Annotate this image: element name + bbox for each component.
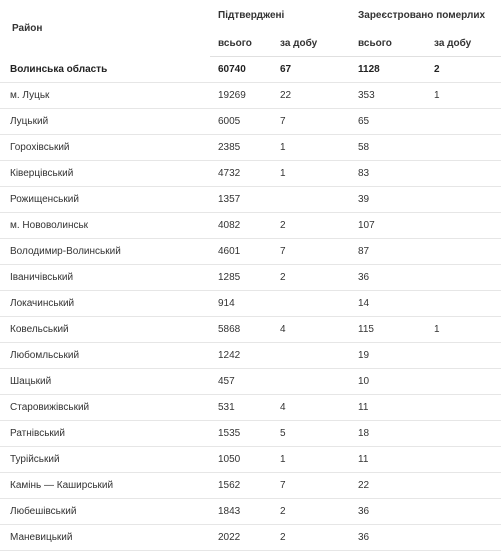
confirmed-total-cell: 6005 — [210, 109, 272, 135]
confirmed-day-header: за добу — [272, 30, 350, 57]
confirmed-day-cell — [272, 343, 350, 369]
deaths-total-cell: 36 — [350, 499, 426, 525]
district-name-cell: Горохівський — [0, 135, 210, 161]
confirmed-day-cell: 1 — [272, 135, 350, 161]
district-name-cell: Любешівський — [0, 499, 210, 525]
deaths-day-cell — [426, 343, 501, 369]
table-row-region-total — [0, 57, 501, 83]
table-header — [0, 0, 501, 57]
deaths-total-cell: 115 — [350, 317, 426, 343]
confirmed-day-cell: 5 — [272, 421, 350, 447]
district-name-cell: Ковельський — [0, 317, 210, 343]
table-row — [0, 239, 501, 265]
deaths-day-cell — [426, 499, 501, 525]
confirmed-total-cell: 4082 — [210, 213, 272, 239]
deaths-total-cell: 36 — [350, 525, 426, 551]
deaths-day-cell — [426, 265, 501, 291]
deaths-day-cell — [426, 135, 501, 161]
deaths-day-cell — [426, 239, 501, 265]
district-name-cell: Волинська область — [0, 57, 210, 83]
table-row — [0, 161, 501, 187]
deaths-day-cell — [426, 161, 501, 187]
district-name-cell: Локачинський — [0, 291, 210, 317]
table-row — [0, 83, 501, 109]
table-row — [0, 343, 501, 369]
table-row — [0, 291, 501, 317]
confirmed-total-cell: 1562 — [210, 473, 272, 499]
confirmed-day-cell: 4 — [272, 395, 350, 421]
table-row — [0, 213, 501, 239]
table-row — [0, 473, 501, 499]
district-name-cell: Турійський — [0, 447, 210, 473]
confirmed-day-cell — [272, 187, 350, 213]
district-name-cell: Ківерцівський — [0, 161, 210, 187]
confirmed-total-cell: 914 — [210, 291, 272, 317]
confirmed-total-cell: 4601 — [210, 239, 272, 265]
confirmed-total-cell: 19269 — [210, 83, 272, 109]
deaths-day-cell — [426, 447, 501, 473]
district-name-cell: Луцький — [0, 109, 210, 135]
deaths-total-cell: 65 — [350, 109, 426, 135]
deaths-total-cell: 1128 — [350, 57, 426, 83]
table-row — [0, 187, 501, 213]
deaths-total-cell: 58 — [350, 135, 426, 161]
confirmed-day-cell: 1 — [272, 161, 350, 187]
confirmed-day-cell: 7 — [272, 473, 350, 499]
header-row-groups — [0, 0, 501, 30]
confirmed-total-cell: 4732 — [210, 161, 272, 187]
deaths-total-cell: 19 — [350, 343, 426, 369]
deaths-day-cell: 1 — [426, 317, 501, 343]
deaths-day-cell — [426, 187, 501, 213]
deaths-day-cell — [426, 395, 501, 421]
district-name-cell: Шацький — [0, 369, 210, 395]
deaths-total-cell: 22 — [350, 473, 426, 499]
deaths-total-cell: 10 — [350, 369, 426, 395]
district-name-cell: Рожищенський — [0, 187, 210, 213]
deaths-total-cell: 39 — [350, 187, 426, 213]
confirmed-total-cell: 1285 — [210, 265, 272, 291]
confirmed-day-cell: 2 — [272, 265, 350, 291]
deaths-day-cell — [426, 213, 501, 239]
district-column-header: Район — [12, 22, 43, 34]
table-row — [0, 135, 501, 161]
confirmed-total-cell: 2385 — [210, 135, 272, 161]
confirmed-total-cell: 5868 — [210, 317, 272, 343]
district-name-cell: м. Луцьк — [0, 83, 210, 109]
deaths-day-cell — [426, 421, 501, 447]
table-row — [0, 317, 501, 343]
deaths-total-cell: 36 — [350, 265, 426, 291]
table-row — [0, 395, 501, 421]
deaths-day-cell — [426, 291, 501, 317]
table-row — [0, 421, 501, 447]
table-row — [0, 369, 501, 395]
confirmed-total-header: всього — [210, 30, 272, 57]
deaths-day-cell — [426, 109, 501, 135]
deaths-total-cell: 11 — [350, 447, 426, 473]
confirmed-total-cell: 1535 — [210, 421, 272, 447]
district-name-cell: Ратнівський — [0, 421, 210, 447]
confirmed-total-cell: 2022 — [210, 525, 272, 551]
district-name-cell: Іваничівський — [0, 265, 210, 291]
confirmed-total-cell: 457 — [210, 369, 272, 395]
table-row — [0, 525, 501, 551]
confirmed-day-cell: 22 — [272, 83, 350, 109]
district-name-cell: Володимир-Волинський — [0, 239, 210, 265]
confirmed-day-cell — [272, 369, 350, 395]
table-row — [0, 265, 501, 291]
district-name-cell: Камінь — Каширський — [0, 473, 210, 499]
deaths-total-cell: 83 — [350, 161, 426, 187]
table-row — [0, 447, 501, 473]
district-name-cell: Любомльський — [0, 343, 210, 369]
confirmed-total-cell: 531 — [210, 395, 272, 421]
deaths-total-cell: 14 — [350, 291, 426, 317]
district-name-cell: Маневицький — [0, 525, 210, 551]
confirmed-total-cell: 1843 — [210, 499, 272, 525]
table-row — [0, 499, 501, 525]
confirmed-day-cell: 4 — [272, 317, 350, 343]
confirmed-day-cell: 2 — [272, 499, 350, 525]
confirmed-day-cell — [272, 291, 350, 317]
table-body — [0, 57, 501, 551]
district-name-cell: Старовижівський — [0, 395, 210, 421]
deaths-total-cell: 87 — [350, 239, 426, 265]
confirmed-day-cell: 7 — [272, 109, 350, 135]
deaths-day-cell — [426, 525, 501, 551]
confirmed-total-cell: 60740 — [210, 57, 272, 83]
deaths-day-cell: 2 — [426, 57, 501, 83]
confirmed-day-cell: 1 — [272, 447, 350, 473]
deaths-total-cell: 107 — [350, 213, 426, 239]
deaths-day-header: за добу — [426, 30, 501, 57]
table-row — [0, 109, 501, 135]
confirmed-day-cell: 2 — [272, 213, 350, 239]
confirmed-day-cell: 67 — [272, 57, 350, 83]
deaths-day-cell — [426, 473, 501, 499]
confirmed-total-cell: 1242 — [210, 343, 272, 369]
confirmed-group-header: Підтверджені — [218, 9, 285, 21]
deaths-total-cell: 11 — [350, 395, 426, 421]
confirmed-day-cell: 2 — [272, 525, 350, 551]
deaths-total-cell: 18 — [350, 421, 426, 447]
confirmed-day-cell: 7 — [272, 239, 350, 265]
deaths-total-cell: 353 — [350, 83, 426, 109]
confirmed-total-cell: 1050 — [210, 447, 272, 473]
confirmed-total-cell: 1357 — [210, 187, 272, 213]
deaths-day-cell — [426, 369, 501, 395]
deaths-group-header: Зареєстровано померлих — [358, 9, 486, 21]
deaths-day-cell: 1 — [426, 83, 501, 109]
district-name-cell: м. Нововолинськ — [0, 213, 210, 239]
deaths-total-header: всього — [350, 30, 426, 57]
